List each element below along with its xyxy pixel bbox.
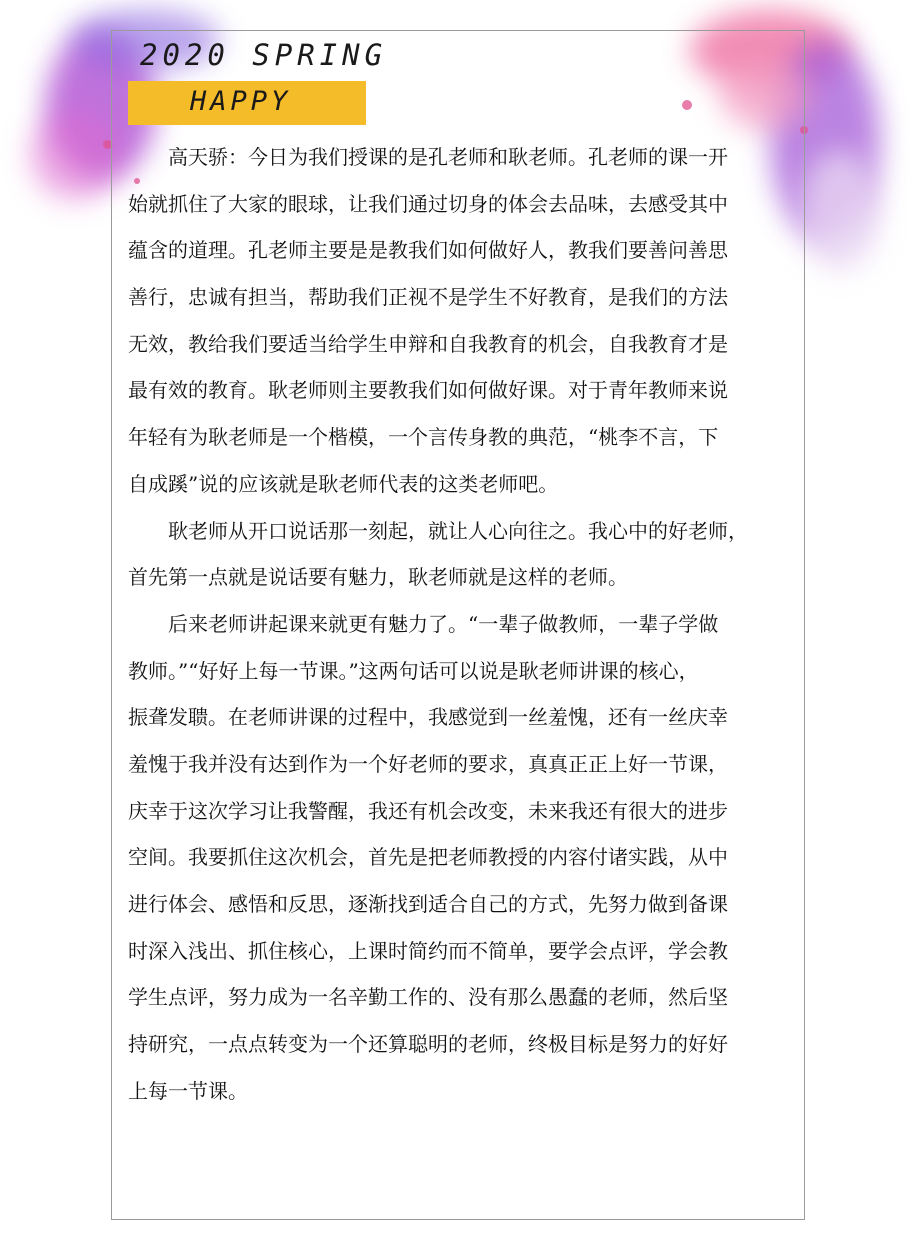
body-text (128, 134, 792, 1200)
text-line: 首先第一点就是说话要有魅力，耿老师就是这样的老师。 (128, 565, 628, 590)
text-line: 学生点评，努力成为一名辛勤工作的、没有那么愚蠢的老师，然后坚 (128, 985, 728, 1010)
text-line: 空间。我要抓住这次机会，首先是把老师教授的内容付诸实践，从中 (128, 845, 728, 870)
text-line: 时深入浅出、抓住核心，上课时简约而不简单，要学会点评，学会教 (128, 938, 728, 963)
text-line: 始就抓住了大家的眼球，让我们通过切身的体会去品味，去感受其中 (128, 191, 728, 216)
text-line: 羞愧于我并没有达到作为一个好老师的要求，真真正正上好一节课， (128, 751, 728, 776)
watercolor-splash-left (30, 110, 120, 200)
text-line: 善行，忠诚有担当，帮助我们正视不是学生不好教育，是我们的方法 (128, 285, 728, 310)
text-line: 后来老师讲起课来就更有魅力了。“一辈子做教师，一辈子学做 (168, 611, 719, 636)
text-line: 最有效的教育。耿老师则主要教我们如何做好课。对于青年教师来说 (128, 378, 728, 403)
text-line: 自成蹊”说的应该就是耿老师代表的这类老师吧。 (128, 471, 559, 496)
text-line: 耿老师从开口说话那一刻起，就让人心向往之。我心中的好老师， (168, 518, 748, 543)
text-line: 进行体会、感悟和反思，逐渐找到适合自己的方式，先努力做到备课 (128, 892, 728, 916)
text-line: 上每一节课。 (128, 1078, 248, 1103)
watercolor-splash-right-lower (800, 150, 880, 270)
text-line: 无效，教给我们要适当给学生申辩和自我教育的机会，自我教育才是 (128, 331, 728, 356)
text-line: 持研究，一点点转变为一个还算聪明的老师，终极目标是努力的好好 (128, 1032, 728, 1057)
text-line: 教师。”“好好上每一节课。”这两句话可以说是耿老师讲课的核心， (128, 658, 699, 683)
text-line: 蕴含的道理。孔老师主要是是教我们如何做好人，教我们要善问善思 (128, 238, 728, 263)
text-line: 振聋发聩。在老师讲课的过程中，我感觉到一丝羞愧，还有一丝庆幸 (128, 705, 728, 730)
text-line: 高天骄：今日为我们授课的是孔老师和耿老师。孔老师的课一开 (168, 145, 728, 169)
text-line: 庆幸于这次学习让我警醒，我还有机会改变，未来我还有很大的进步 (128, 798, 728, 823)
header-title: 2020 SPRING (140, 38, 388, 72)
header-banner-text: HAPPY (190, 86, 292, 117)
header-banner (128, 81, 366, 125)
text-line: 年轻有为耿老师是一个楷模，一个言传身教的典范，“桃李不言，下 (128, 425, 719, 450)
